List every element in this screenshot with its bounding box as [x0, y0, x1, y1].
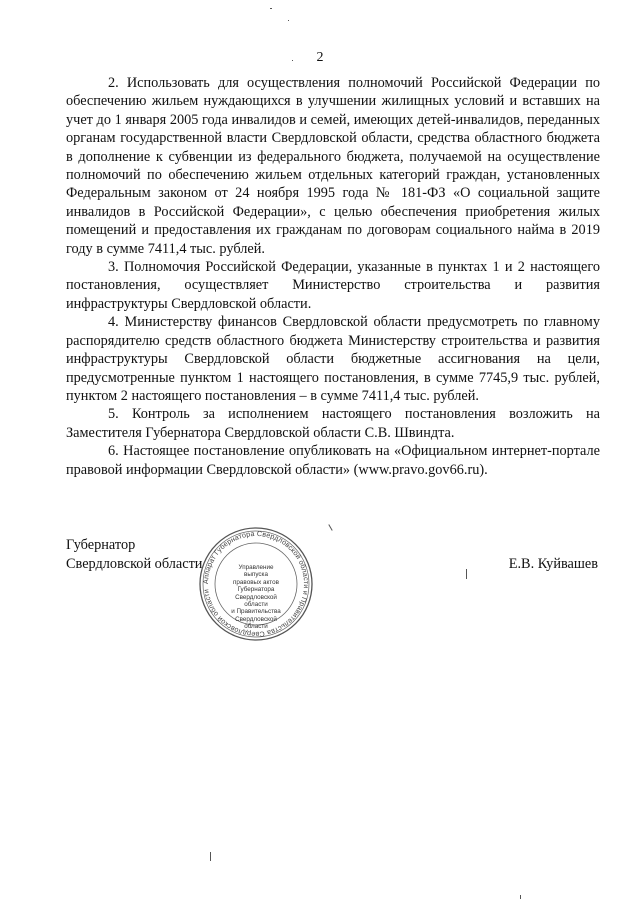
- stamp-line: Свердловской области: [235, 593, 277, 609]
- scan-speck: [328, 524, 332, 531]
- paragraph-4: 4. Министерству финансов Свердловской области предусмотреть по главному распорядителю средств областного бюджета Министерству строительства и развития инфраструктуры Свердловской области бюджетные ассигнования на цели, предусмотренные пунктом 1 настоящего постановления, в сумме 7745,9 тыс. рублей, пунктом 2 настоящего постановления – в сумме 7411,4 тыс. рублей.: [66, 314, 600, 404]
- scan-speck: [466, 569, 467, 579]
- scan-speck: [270, 8, 272, 9]
- scan-speck: [520, 895, 521, 899]
- signatory-name: Е.В. Куйвашев: [508, 556, 598, 572]
- stamp-line: выпуска: [244, 571, 268, 579]
- page-number: 2: [316, 50, 324, 65]
- stamp-ring-text: Аппарат Губернатора Свердловской области и Правительства Свердловской области: [201, 529, 311, 639]
- scan-speck: [210, 852, 211, 861]
- stamp-line: области: [244, 623, 268, 631]
- signatory-title: [66, 536, 202, 573]
- scan-speck: [292, 60, 293, 61]
- document-body: [66, 74, 600, 479]
- signatory-title-line1: Губернатор: [66, 537, 136, 553]
- official-stamp: [198, 526, 314, 642]
- stamp-line: и Правительства: [231, 608, 281, 616]
- paragraph-2: 2. Использовать для осуществления полномочий Российской Федерации по обеспечению жильем нуждающихся в улучшении жилищных условий и вставших на учет до 1 января 2005 года инвалидов и семей, имеющих детей-инвалидов, переданных органам государственной власти Свердловской области, средства областного бюджета в дополнение к субвенции из федерального бюджета, получаемой на осуществление полномочий по обеспечению жильем отдельных категорий граждан, установленных Федеральным законом от 24 ноября 1995 года № 181-ФЗ «О социальной защите инвалидов в Российской Федерации», с целью обеспечения приобретения жилых помещений и предоставления их гражданам по договорам социального найма в 2019 году в сумме 7411,4 тыс. рублей.: [66, 75, 600, 257]
- paragraph-5: 5. Контроль за исполнением настоящего постановления возложить на Заместителя Губернатора Свердловской области С.В. Швиндта.: [66, 406, 600, 441]
- stamp-center-text: [226, 564, 286, 631]
- paragraph-3: 3. Полномочия Российской Федерации, указанные в пунктах 1 и 2 настоящего постановления, осуществляет Министерство строительства и развития инфраструктуры Свердловской области.: [66, 259, 600, 312]
- scan-speck: [288, 20, 289, 21]
- stamp-line: Губернатора: [237, 586, 275, 594]
- paragraph-6: 6. Настоящее постановление опубликовать на «Официальном интернет-портале правовой информации Свердловской области» (www.pravo.gov66.ru).: [66, 443, 600, 478]
- stamp-line: правовых актов: [233, 578, 279, 586]
- signatory-title-line2: Свердловской области: [66, 555, 203, 572]
- stamp-line: Свердловской: [235, 615, 277, 623]
- stamp-line: Управление: [238, 564, 274, 571]
